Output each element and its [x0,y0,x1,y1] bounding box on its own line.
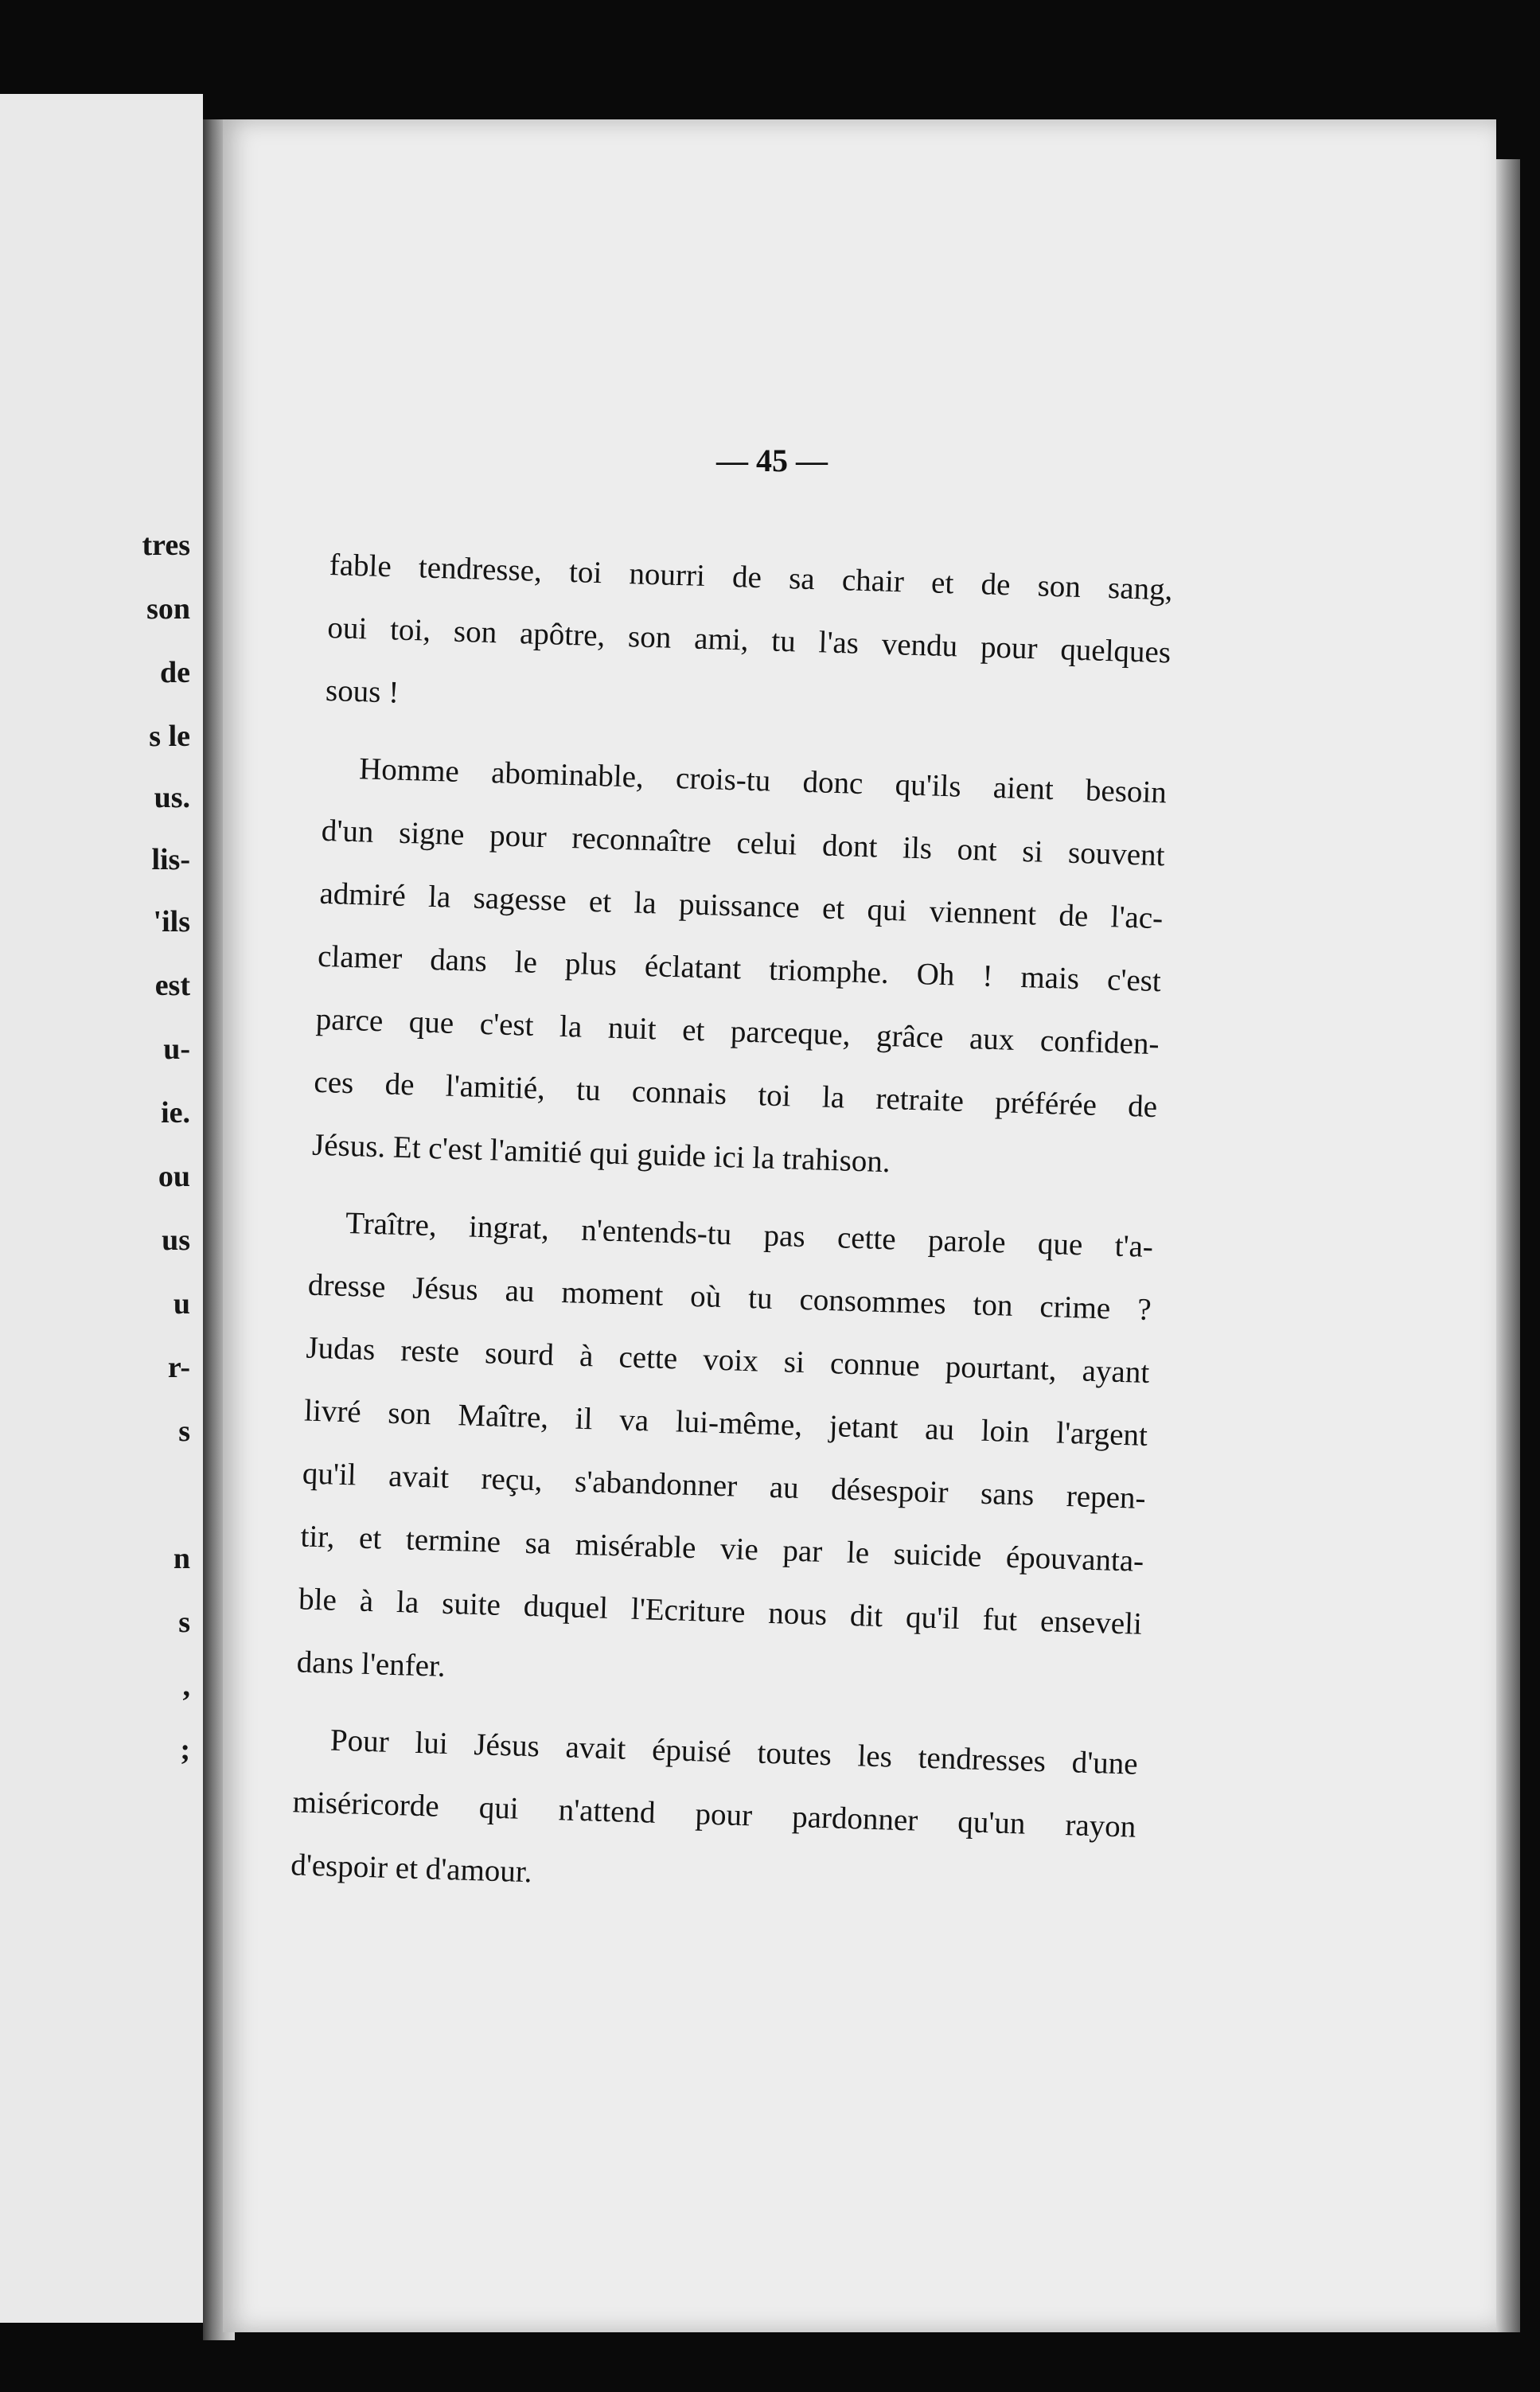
left-fragment: s [178,1606,190,1639]
text-line: d'un signe pour reconnaître celui dont ils ont si souvent [321,813,1166,873]
left-fragment: , [182,1669,190,1703]
left-fragment: son [146,592,190,626]
paragraph [311,736,1168,1201]
facing-page-fragment [0,94,203,2323]
text-line: tir, et termine sa misérable vie par le suicide épouvanta- [299,1519,1144,1578]
text-line: Pour lui Jésus avait épuisé toutes les tendresses d'une [329,1723,1139,1781]
body-text [290,533,1174,1936]
left-fragment: tres [142,529,190,562]
left-fragment: s le [149,720,190,753]
text-line: fable tendresse, toi nourri de sa chair et de son sang, [329,547,1173,607]
text-line: livré son Maître, il va lui-même, jetant au loin l'argent [303,1393,1148,1453]
left-fragment: r- [167,1351,190,1384]
text-line: qu'il avait reçu, s'abandonner au désespoir sans repen- [302,1456,1147,1516]
left-fragment: n [173,1542,190,1575]
paragraph [290,1707,1139,1921]
text-line: Judas reste sourd à cette voix si connue pourtant, ayant [305,1330,1150,1390]
left-fragment: 'ils [153,905,190,938]
left-fragment: ou [158,1160,190,1193]
text-line: dresse Jésus au moment où tu consommes ton crime ? [307,1267,1152,1328]
paragraph [325,533,1174,747]
text-line: Traître, ingrat, n'entends-tu pas cette parole que t'a- [345,1205,1154,1265]
left-fragment: lis- [151,843,190,876]
text-line: oui toi, son apôtre, son ami, tu l'as vendu pour quelques [326,610,1172,670]
text-line: d'espoir et d'amour. [290,1848,533,1890]
left-fragment: de [160,656,190,689]
text-line: miséricorde qui n'attend pour pardonner qu'un rayon [292,1785,1136,1844]
text-line: sous ! [325,673,400,710]
text-line: admiré la sagesse et la puissance et qui viennent de l'ac- [318,876,1164,936]
left-fragment: u- [163,1032,190,1066]
text-line: parce que c'est la nuit et parceque, grâce aux confiden- [315,1001,1160,1062]
text-line: ces de l'amitié, tu connais toi la retraite préférée de [313,1064,1158,1125]
left-fragment: u [173,1287,190,1321]
text-line: Jésus. Et c'est l'amitié qui guide ici la trahison. [311,1127,891,1180]
page-number: — 45 — [716,443,828,478]
left-fragment: ; [180,1733,190,1766]
left-fragment: us [162,1223,190,1257]
left-fragment: est [154,969,190,1002]
text-line: ble à la suite duquel l'Ecriture nous dit qu'il fut enseveli [298,1582,1143,1641]
left-fragment: us. [154,781,190,814]
text-line: dans l'enfer. [296,1645,446,1684]
left-fragment: s [178,1415,190,1448]
left-fragment: ie. [161,1096,190,1130]
page-edge-shadow [1496,159,1520,2332]
text-line: clamer dans le plus éclatant triomphe. Oh ! mais c'est [317,938,1162,999]
text-line: Homme abominable, crois-tu donc qu'ils aient besoin [358,751,1168,810]
paragraph [296,1191,1154,1719]
